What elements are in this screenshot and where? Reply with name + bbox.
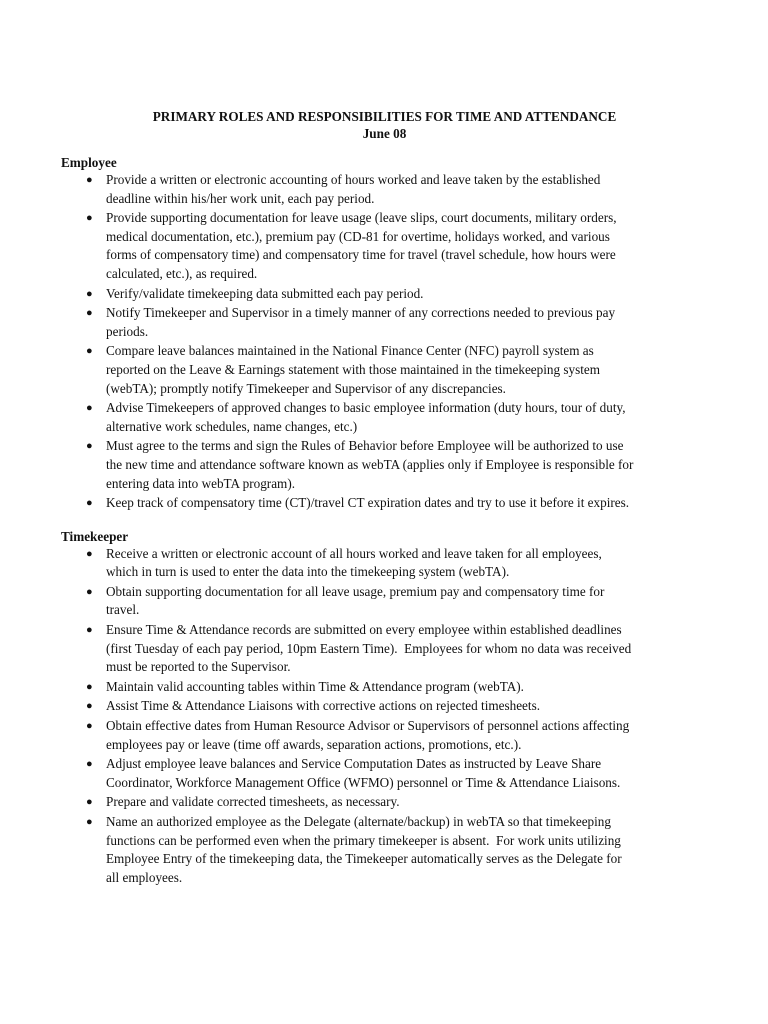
list-item-text xyxy=(106,583,708,620)
list-item-line: Must agree to the terms and sign the Rules of Behavior before Employee will be authorized to use xyxy=(106,438,624,454)
list-item-line: (first Tuesday of each pay period, 10pm Eastern Time). Employees for whom no data was received xyxy=(106,640,632,656)
list-item-line: Keep track of compensatory time (CT)/travel CT expiration dates and try to use it before it expires. xyxy=(106,495,630,511)
list-item-line: Advise Timekeepers of approved changes to basic employee information (duty hours, tour of duty, xyxy=(106,400,626,416)
list-item-line: all employees. xyxy=(106,869,183,885)
list-item-line: Obtain supporting documentation for all leave usage, premium pay and compensatory time for xyxy=(106,583,605,599)
list-item-line: the new time and attendance software known as webTA (applies only if Employee is responsible for xyxy=(106,456,634,472)
section-heading-timekeeper: Timekeeper xyxy=(61,528,129,544)
list-item xyxy=(61,494,708,513)
bullet-icon: ● xyxy=(86,402,93,415)
list-item-text xyxy=(106,437,708,493)
bullet-icon: ● xyxy=(86,585,93,598)
employee-responsibilities-list xyxy=(61,171,708,513)
list-item-line: Provide a written or electronic accounting of hours worked and leave taken by the established xyxy=(106,172,601,187)
bullet-icon: ● xyxy=(86,624,93,637)
bullet-icon: ● xyxy=(86,720,93,733)
list-item-line: Name an authorized employee as the Delegate (alternate/backup) in webTA so that timekeeping xyxy=(106,814,611,829)
list-item xyxy=(61,171,708,208)
bullet-icon: ● xyxy=(86,796,93,809)
list-item-line: Ensure Time & Attendance records are submitted on every employee within established deadlines xyxy=(106,622,622,638)
list-item-line: calculated, etc.), as required. xyxy=(106,265,258,281)
document-title: PRIMARY ROLES AND RESPONSIBILITIES FOR TIME AND ATTENDANCE xyxy=(152,109,617,124)
list-item-line: Adjust employee leave balances and Service Computation Dates as instructed by Leave Share xyxy=(106,756,602,772)
bullet-icon: ● xyxy=(86,440,93,453)
list-item-line: must be reported to the Supervisor. xyxy=(106,659,291,675)
list-item xyxy=(61,342,708,398)
list-item-line: Assist Time & Attendance Liaisons with corrective actions on rejected timesheets. xyxy=(106,698,540,714)
list-item-line: forms of compensatory time) and compensatory time for travel (travel schedule, how hours were xyxy=(106,247,616,263)
list-item xyxy=(61,813,708,887)
list-item-line: Notify Timekeeper and Supervisor in a timely manner of any corrections needed to previous pay xyxy=(106,305,616,321)
list-item-line: functions can be performed even when the primary timekeeper is absent. For work units utilizing xyxy=(106,832,621,848)
list-item-text xyxy=(106,342,708,398)
list-item xyxy=(61,793,708,812)
list-item-line: travel. xyxy=(106,602,140,618)
list-item-text xyxy=(106,755,708,792)
list-item-line: (webTA); promptly notify Timekeeper and Supervisor of any discrepancies. xyxy=(106,380,506,396)
list-item-line: Obtain effective dates from Human Resource Advisor or Supervisors of personnel actions affecting xyxy=(106,718,630,734)
list-item-line: deadline within his/her work unit, each pay period. xyxy=(106,190,375,206)
bullet-icon: ● xyxy=(86,307,93,320)
list-item-line: Verify/validate timekeeping data submitted each pay period. xyxy=(106,285,424,301)
timekeeper-responsibilities-list xyxy=(61,545,708,888)
list-item-line: alternative work schedules, name changes, etc.) xyxy=(106,418,358,434)
list-item-line: Employee Entry of the timekeeping data, the Timekeeper automatically serves as the Delegate for xyxy=(106,851,622,867)
list-item-line: which in turn is used to enter the data into the timekeeping system (webTA). xyxy=(106,564,510,580)
list-item-line: entering data into webTA program). xyxy=(106,475,296,491)
list-item-text xyxy=(106,209,708,283)
list-item xyxy=(61,304,708,341)
list-item-line: reported on the Leave & Earnings statement with those maintained in the timekeeping system xyxy=(106,361,601,377)
bullet-icon: ● xyxy=(86,547,93,560)
list-item-line: Coordinator, Workforce Management Office (WFMO) personnel or Time & Attendance Liaisons. xyxy=(106,774,621,790)
list-item xyxy=(61,755,708,792)
list-item xyxy=(61,621,708,677)
list-item-line: Compare leave balances maintained in the National Finance Center (NFC) payroll system as xyxy=(106,343,594,359)
list-item-text xyxy=(106,697,708,716)
list-item-text xyxy=(106,171,708,208)
list-item-text xyxy=(106,304,708,341)
list-item-text xyxy=(106,399,708,436)
list-item-line: Prepare and validate corrected timesheets, as necessary. xyxy=(106,794,400,810)
bullet-icon: ● xyxy=(86,212,93,225)
list-item xyxy=(61,437,708,493)
list-item xyxy=(61,285,708,304)
list-item xyxy=(61,678,708,697)
list-item xyxy=(61,545,708,582)
list-item-line: periods. xyxy=(106,323,149,339)
section-heading-employee: Employee xyxy=(61,155,117,170)
list-item-text xyxy=(106,793,708,812)
list-item-text xyxy=(106,494,708,513)
bullet-icon: ● xyxy=(86,700,93,713)
list-item xyxy=(61,697,708,716)
list-item-line: medical documentation, etc.), premium pay (CD-81 for overtime, holidays worked, and various xyxy=(106,228,610,244)
list-item-text xyxy=(106,285,708,304)
bullet-icon: ● xyxy=(86,680,93,693)
bullet-icon: ● xyxy=(86,497,93,510)
list-item xyxy=(61,583,708,620)
bullet-icon: ● xyxy=(86,816,93,828)
list-item-line: Provide supporting documentation for leave usage (leave slips, court documents, military orders, xyxy=(106,210,617,226)
bullet-icon: ● xyxy=(86,174,93,186)
document-date: June 08 xyxy=(362,126,407,141)
list-item-text xyxy=(106,813,708,887)
list-item-line: Receive a written or electronic account of all hours worked and leave taken for all employees, xyxy=(106,545,602,561)
bullet-icon: ● xyxy=(86,345,93,358)
list-item-text xyxy=(106,717,708,754)
list-item-text xyxy=(106,678,708,697)
list-item xyxy=(61,209,708,283)
bullet-icon: ● xyxy=(86,758,93,771)
list-item xyxy=(61,717,708,754)
bullet-icon: ● xyxy=(86,287,93,300)
list-item-line: employees pay or leave (time off awards, separation actions, promotions, etc.). xyxy=(106,736,522,752)
list-item xyxy=(61,399,708,436)
list-item-text xyxy=(106,621,708,677)
list-item-line: Maintain valid accounting tables within Time & Attendance program (webTA). xyxy=(106,678,524,694)
list-item-text xyxy=(106,545,708,582)
